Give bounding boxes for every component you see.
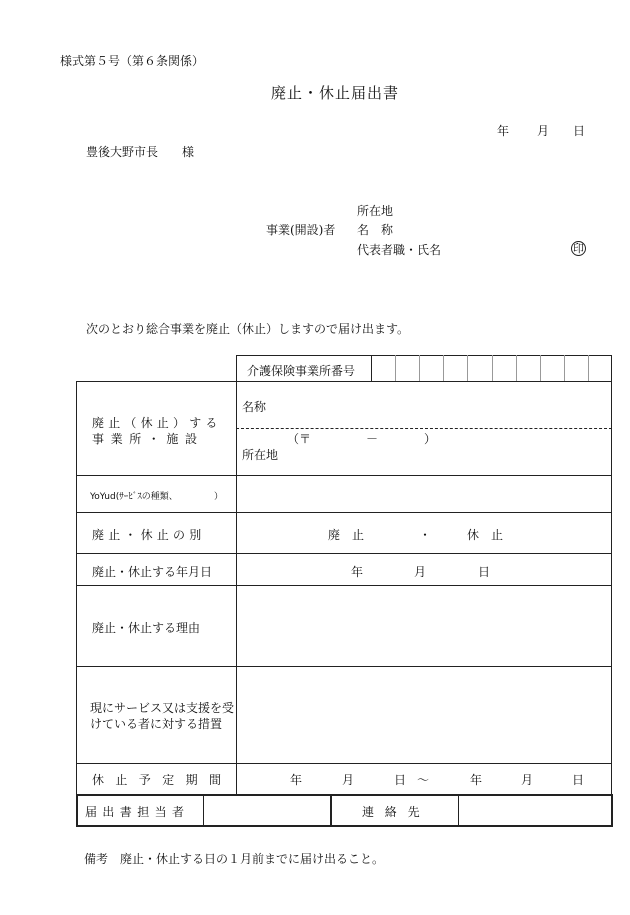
applicant-rep-label: 代表者職・氏名 <box>357 243 442 257</box>
digit-cell-divider <box>564 355 565 382</box>
digit-cell-divider <box>395 355 396 382</box>
row-divider <box>76 553 612 554</box>
contact-field[interactable] <box>459 796 611 825</box>
date-day-cell: 日 <box>478 565 491 579</box>
period-month1: 月 <box>342 773 355 787</box>
facility-address-label: 所在地 <box>242 448 279 462</box>
period-year2: 年 <box>470 773 483 787</box>
applicant-name-label: 名 称 <box>357 223 394 237</box>
digit-cell-divider <box>492 355 493 382</box>
service-type-label: YoYud(ｻｰﾋﾞｽの種類、 <box>90 492 178 502</box>
period-tilde: ～ <box>417 773 430 787</box>
type-label: 廃止・休止の別 <box>92 528 206 542</box>
contact-person-label: 届出書担当者 <box>85 805 190 819</box>
divider <box>330 795 332 826</box>
divider <box>371 355 372 382</box>
provider-number-label: 介護保険事業所番号 <box>247 364 356 378</box>
period-day2: 日 <box>572 773 585 787</box>
facility-name-label: 名称 <box>242 400 267 414</box>
type-suspend[interactable]: 休 止 <box>467 528 504 542</box>
date-month-cell: 月 <box>414 565 427 579</box>
digit-cell-divider <box>540 355 541 382</box>
contact-person-field[interactable] <box>204 796 329 825</box>
applicant-address-label: 所在地 <box>357 204 394 218</box>
applicant-role: 事業(開設)者 <box>266 223 336 237</box>
statement: 次のとおり総合事業を廃止（休止）しますので届け出ます。 <box>86 322 410 336</box>
row-divider <box>76 475 612 476</box>
date-year: 年 <box>497 124 510 138</box>
date-day: 日 <box>573 124 586 138</box>
facility-label-line1: 廃止（休止）する <box>92 416 222 430</box>
period-label: 休止予定期間 <box>92 773 233 787</box>
postal-dash: － <box>366 432 379 446</box>
page-title: 廃止・休止届出書 <box>271 84 400 102</box>
digit-cell-divider <box>443 355 444 382</box>
postal-close: ） <box>424 432 437 446</box>
digit-cell-divider <box>588 355 589 382</box>
contact-label: 連絡先 <box>362 805 431 819</box>
reason-label: 廃止・休止する理由 <box>92 621 201 635</box>
measure-field[interactable] <box>237 667 611 762</box>
period-month2: 月 <box>521 773 534 787</box>
addressee: 豊後大野市長 様 <box>86 145 195 159</box>
type-dot: ・ <box>419 528 432 542</box>
measure-label-line1: 現にサービス又は支援を受 <box>90 701 235 715</box>
digit-cell-divider <box>516 355 517 382</box>
type-abolish[interactable]: 廃 止 <box>328 528 365 542</box>
period-year1: 年 <box>290 773 303 787</box>
period-day1: 日 <box>394 773 407 787</box>
footnote: 備考 廃止・休止する日の１月前までに届け出ること。 <box>84 852 385 866</box>
measure-label-line2: けている者に対する措置 <box>90 717 223 731</box>
row-divider <box>76 512 612 513</box>
row-divider <box>76 763 612 764</box>
service-type-close: ） <box>214 492 224 502</box>
facility-label-line2: 事業所・施設 <box>92 432 204 446</box>
seal-mark: 印 <box>573 242 584 255</box>
digit-cell-divider <box>419 355 420 382</box>
dashed-divider <box>236 428 612 429</box>
digit-cell-divider <box>467 355 468 382</box>
postal-open: （〒 <box>287 432 312 446</box>
reason-field[interactable] <box>237 586 611 665</box>
form-number: 様式第５号（第６条関係） <box>60 54 205 68</box>
date-label: 廃止・休止する年月日 <box>92 565 213 579</box>
date-month: 月 <box>537 124 550 138</box>
date-year-cell: 年 <box>351 565 364 579</box>
